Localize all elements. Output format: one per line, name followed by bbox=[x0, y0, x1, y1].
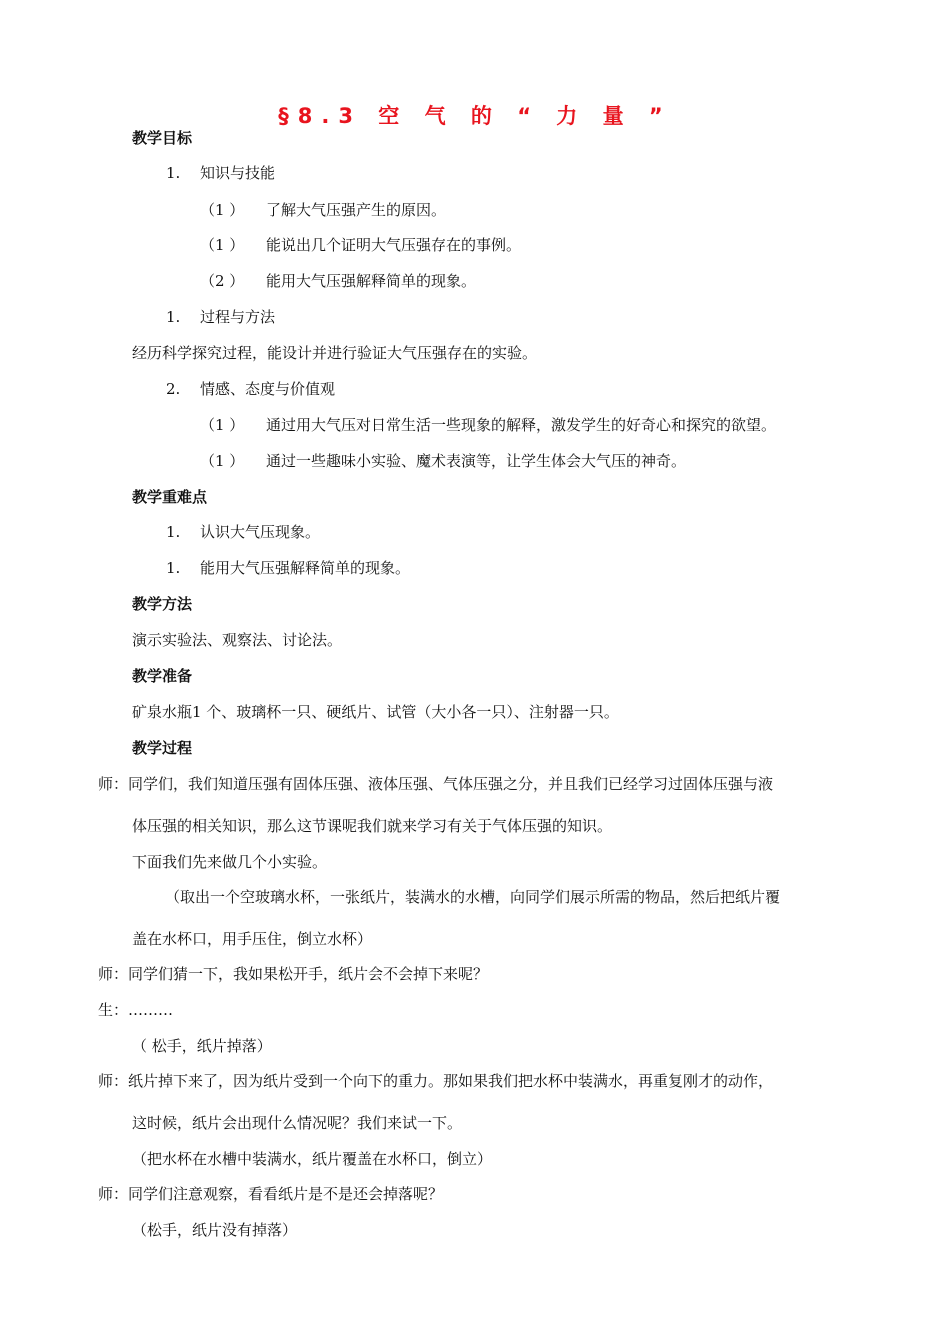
objectives-heading: 教学目标 bbox=[132, 129, 193, 147]
preparation-text: 矿泉水瓶1 个、玻璃杯一只、硬纸片、试管（大小各一只）、注射器一只。 bbox=[132, 703, 619, 721]
item-text: 能用大气压强解释简单的现象。 bbox=[200, 559, 411, 577]
objectives-item-3 bbox=[166, 379, 335, 399]
key-points-item-2 bbox=[166, 558, 410, 578]
objectives-item-2 bbox=[166, 307, 275, 327]
objectives-sub-1 bbox=[200, 200, 446, 220]
objectives-sub-2 bbox=[200, 235, 521, 255]
item-label: 情感、态度与价值观 bbox=[200, 380, 336, 398]
process-paragraph: 师：同学们，我们知道压强有固体压强、液体压强、气体压强之分，并且我们已经学习过固体压强与液 bbox=[98, 775, 774, 793]
process-paragraph: 师：同学们注意观察，看看纸片是不是还会掉落呢？ bbox=[98, 1185, 444, 1203]
item-number: 1. bbox=[166, 308, 181, 326]
objectives-item-2-text: 经历科学探究过程，能设计并进行验证大气压强存在的实验。 bbox=[132, 344, 538, 362]
process-paragraph: 师：同学们猜一下，我如果松开手，纸片会不会掉下来呢？ bbox=[98, 965, 489, 983]
objectives-item-1 bbox=[166, 163, 275, 183]
sub-text: 能用大气压强解释简单的现象。 bbox=[266, 272, 477, 290]
key-points-item-1 bbox=[166, 522, 320, 542]
objectives-sub-5 bbox=[200, 451, 686, 471]
item-number: 1. bbox=[166, 523, 181, 541]
sub-number: （1 ） bbox=[200, 236, 245, 254]
item-number: 2. bbox=[166, 380, 181, 398]
sub-number: （1 ） bbox=[200, 416, 245, 434]
process-paragraph: （取出一个空玻璃水杯，一张纸片，装满水的水槽，向同学们展示所需的物品，然后把纸片覆 bbox=[165, 888, 781, 906]
sub-text: 能说出几个证明大气压强存在的事例。 bbox=[266, 236, 522, 254]
objectives-sub-4 bbox=[200, 415, 776, 435]
item-number: 1. bbox=[166, 559, 181, 577]
preparation-heading: 教学准备 bbox=[132, 667, 193, 685]
process-paragraph: 这时候，纸片会出现什么情况呢？我们来试一下。 bbox=[132, 1114, 463, 1132]
page-title: §8.3 空 气 的 “ 力 量 ” bbox=[278, 104, 672, 128]
process-paragraph: （把水杯在水槽中装满水，纸片覆盖在水杯口，倒立） bbox=[132, 1150, 493, 1168]
item-number: 1. bbox=[166, 164, 181, 182]
sub-number: （1 ） bbox=[200, 452, 245, 470]
key-points-heading: 教学重难点 bbox=[132, 488, 208, 506]
sub-number: （2 ） bbox=[200, 272, 245, 290]
objectives-sub-3 bbox=[200, 271, 476, 291]
sub-text: 通过用大气压对日常生活一些现象的解释，激发学生的好奇心和探究的欲望。 bbox=[266, 416, 777, 434]
item-label: 过程与方法 bbox=[200, 308, 276, 326]
sub-text: 了解大气压强产生的原因。 bbox=[266, 201, 447, 219]
process-paragraph: 盖在水杯口，用手压住，倒立水杯） bbox=[132, 930, 373, 948]
item-label: 知识与技能 bbox=[200, 164, 276, 182]
methods-heading: 教学方法 bbox=[132, 595, 193, 613]
process-paragraph: （ 松手，纸片掉落） bbox=[132, 1037, 272, 1055]
sub-number: （1 ） bbox=[200, 201, 245, 219]
process-paragraph: 师：纸片掉下来了，因为纸片受到一个向下的重力。那如果我们把水杯中装满水，再重复刚才的动作， bbox=[98, 1072, 774, 1090]
process-paragraph: （松手，纸片没有掉落） bbox=[132, 1221, 298, 1239]
process-paragraph: 下面我们先来做几个小实验。 bbox=[132, 853, 328, 871]
process-heading: 教学过程 bbox=[132, 739, 193, 757]
methods-text: 演示实验法、观察法、讨论法。 bbox=[132, 631, 343, 649]
item-text: 认识大气压现象。 bbox=[200, 523, 321, 541]
sub-text: 通过一些趣味小实验、魔术表演等，让学生体会大气压的神奇。 bbox=[266, 452, 687, 470]
process-paragraph: 体压强的相关知识，那么这节课呢我们就来学习有关于气体压强的知识。 bbox=[132, 817, 613, 835]
process-paragraph: 生：……… bbox=[98, 1001, 174, 1019]
